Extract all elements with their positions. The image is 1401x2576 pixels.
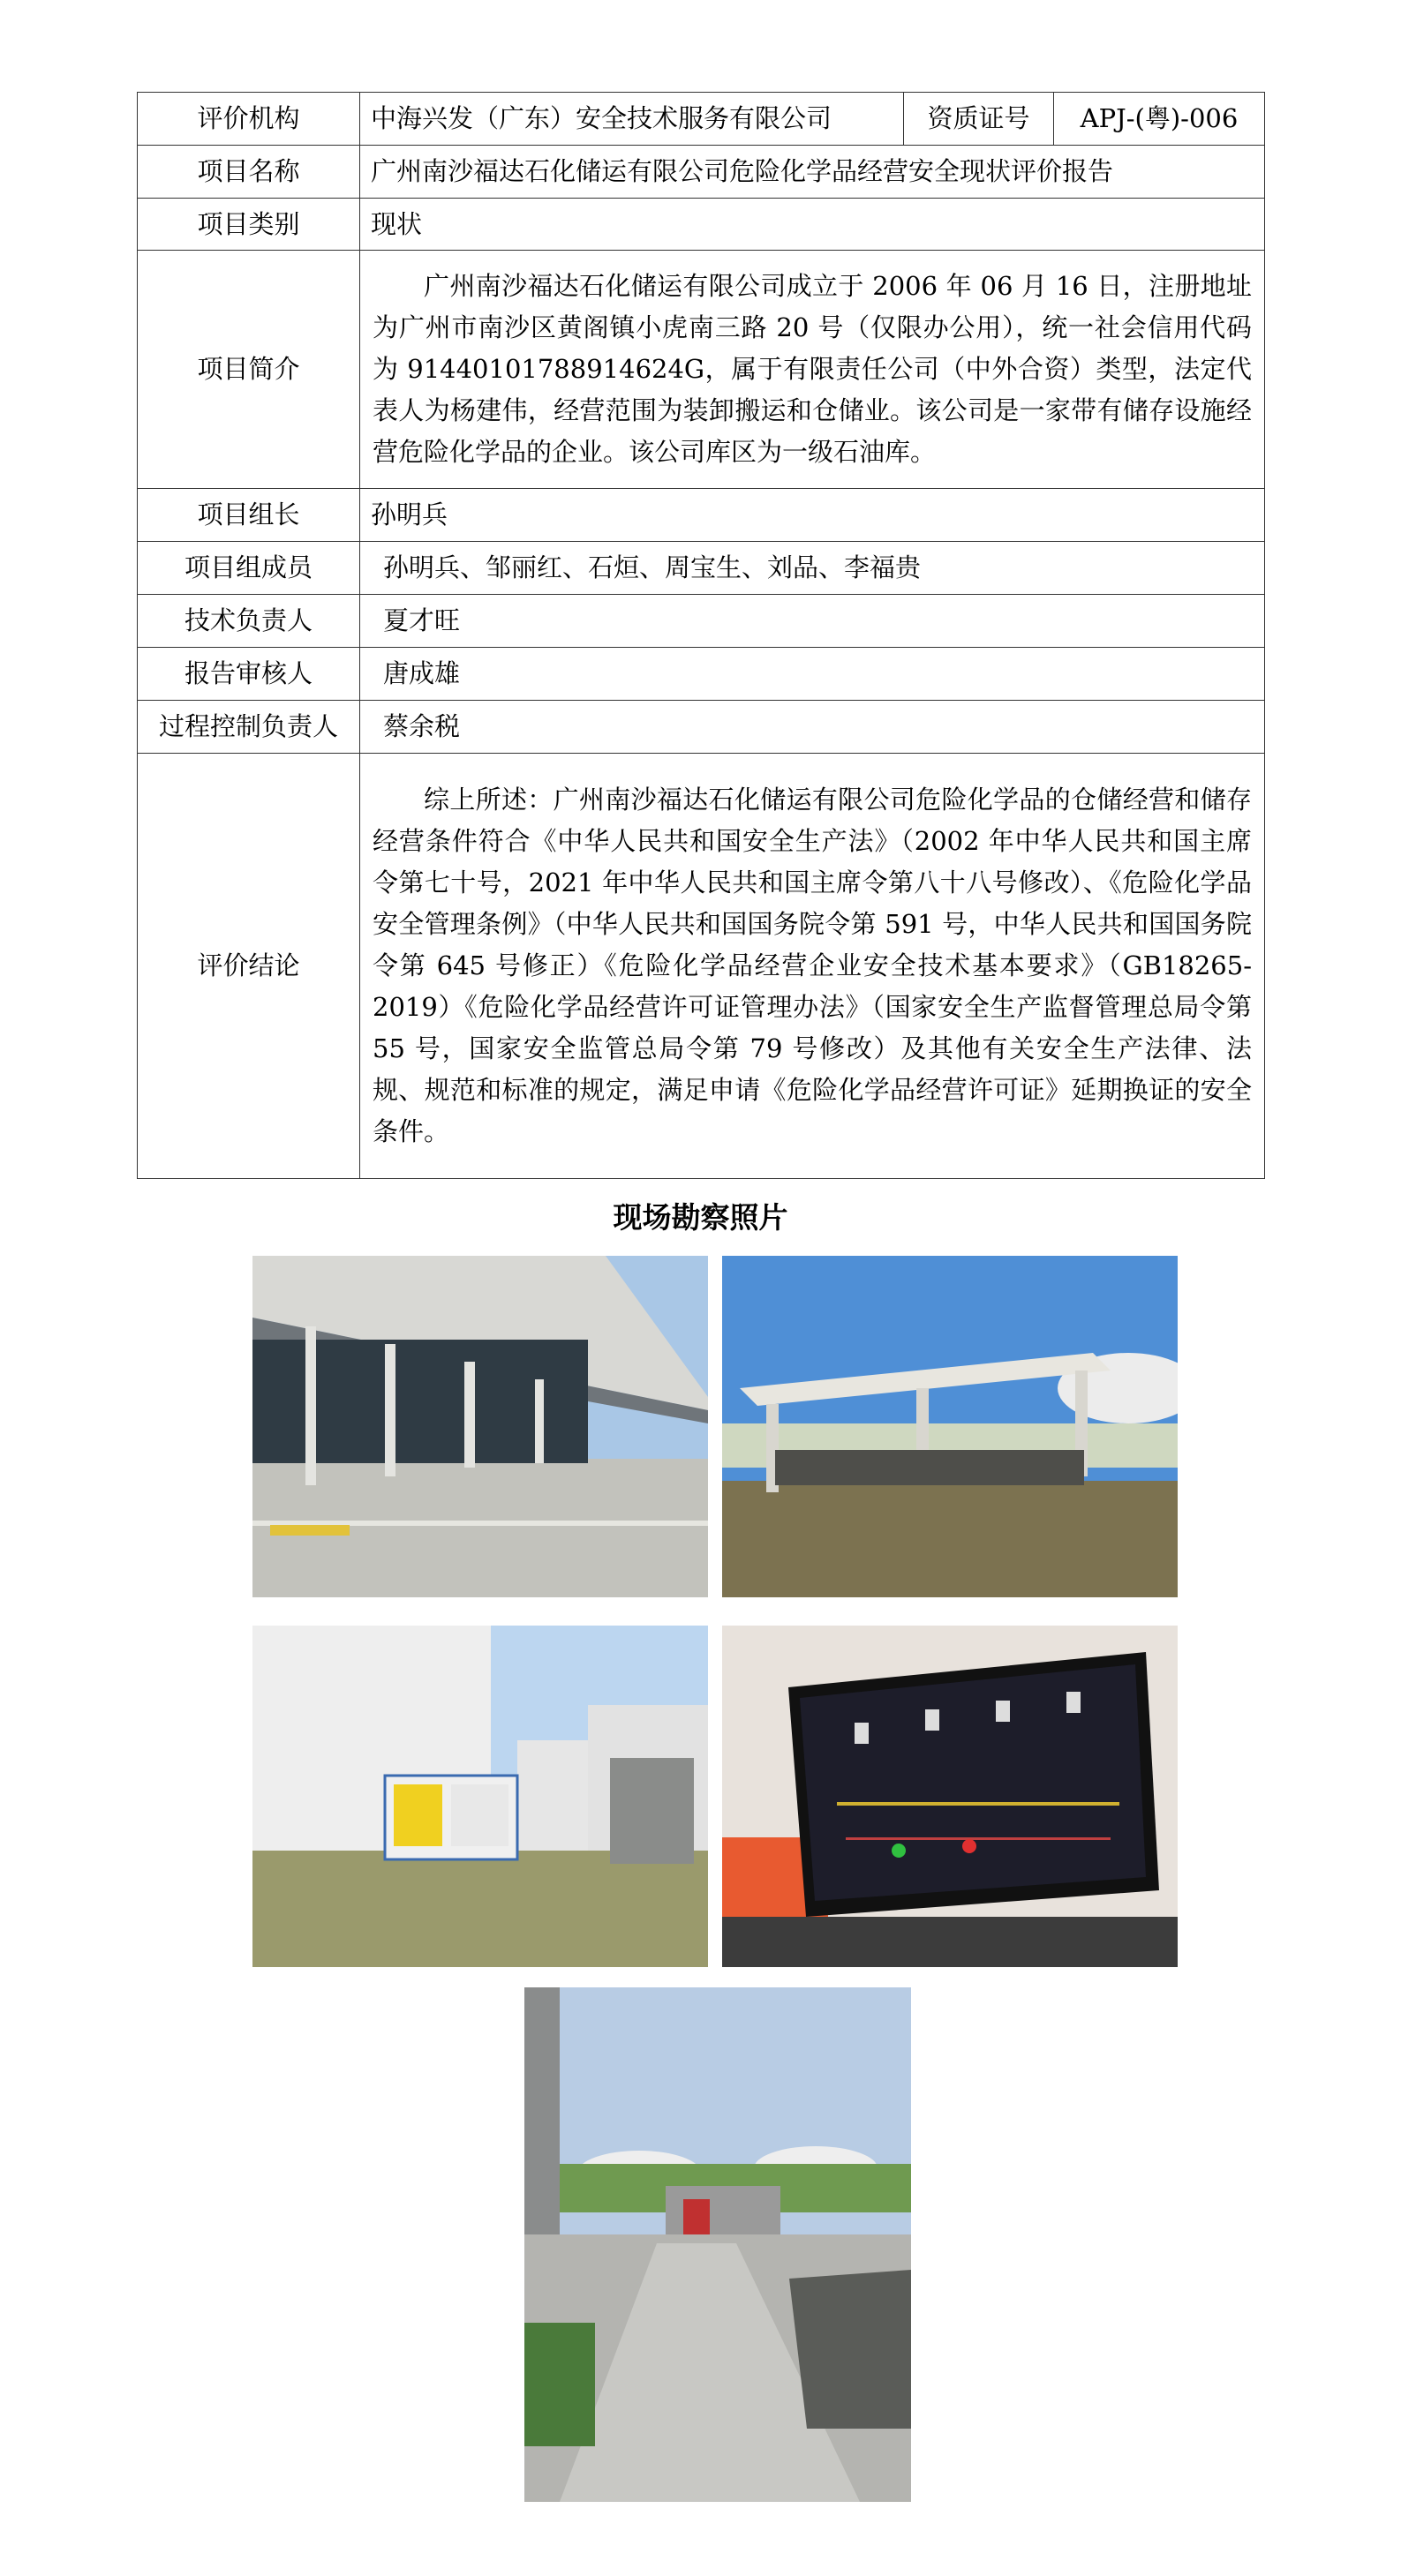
project-intro-value: 广州南沙福达石化储运有限公司成立于 2006 年 06 月 16 日，注册地址为广州市南沙区黄阁镇小虎南三路 20 号（仅限办公用），统一社会信用代码为 91440101788914624G，属于有限责任公司（中外合资）类型，法定代表人为杨建伟，经营范围为装卸搬运和仓储业。该公司是一家带有储存设施经营危险化学品的企业。该公司库区为一级石油库。 xyxy=(360,251,1265,489)
report-reviewer-label: 报告审核人 xyxy=(138,648,360,701)
tech-lead-label: 技术负责人 xyxy=(138,595,360,648)
team-leader-value: 孙明兵 xyxy=(360,489,1265,542)
project-type-value: 现状 xyxy=(360,199,1265,251)
team-members-value: 孙明兵、邹丽红、石烜、周宝生、刘品、李福贵 xyxy=(360,542,1265,595)
tech-lead-value: 夏才旺 xyxy=(360,595,1265,648)
team-members-label: 项目组成员 xyxy=(138,542,360,595)
team-leader-label: 项目组长 xyxy=(138,489,360,542)
conclusion-value: 综上所述：广州南沙福达石化储运有限公司危险化学品的仓储经营和储存经营条件符合《中华人民共和国安全生产法》（2002 年中华人民共和国主席令第七十号，2021 年中华人民共和国主席令第八十八号修改）、《危险化学品安全管理条例》（中华人民共和国国务院令第 591 号，中华人民共和国国务院令第 645 号修正）《危险化学品经营企业安全技术基本要求》（GB18265-2019）《危险化学品经营许可证管理办法》（国家安全生产监督管理总局令第 55 号，国家安全监管总局令第 79 号修改）及其他有关安全生产法律、法规、规范和标准的规定，满足申请《危险化学品经营许可证》延期换证的安全条件。 xyxy=(360,754,1265,1179)
org-value: 中海兴发（广东）安全技术服务有限公司 xyxy=(360,93,904,146)
project-name-value: 广州南沙福达石化储运有限公司危险化学品经营安全现状评价报告 xyxy=(360,146,1265,199)
process-control-value: 蔡余税 xyxy=(360,701,1265,754)
depot-entrance-road-photo xyxy=(524,1987,911,2502)
control-monitor-photo xyxy=(722,1626,1178,1967)
project-intro-label: 项目简介 xyxy=(138,251,360,489)
conclusion-label: 评价结论 xyxy=(138,754,360,1179)
loading-canopy-photo xyxy=(252,1256,708,1597)
project-type-label: 项目类别 xyxy=(138,199,360,251)
org-label: 评价机构 xyxy=(138,93,360,146)
cert-label: 资质证号 xyxy=(904,93,1054,146)
report-reviewer-value: 唐成雄 xyxy=(360,648,1265,701)
project-name-label: 项目名称 xyxy=(138,146,360,199)
storage-tanks-signboard-photo xyxy=(252,1626,708,1967)
project-info-table xyxy=(137,92,1265,1179)
photos-section-title: 现场勘察照片 xyxy=(613,1200,788,1235)
process-control-label: 过程控制负责人 xyxy=(138,701,360,754)
cert-value: APJ-(粤)-006 xyxy=(1054,93,1265,146)
pump-shelter-photo xyxy=(722,1256,1178,1597)
